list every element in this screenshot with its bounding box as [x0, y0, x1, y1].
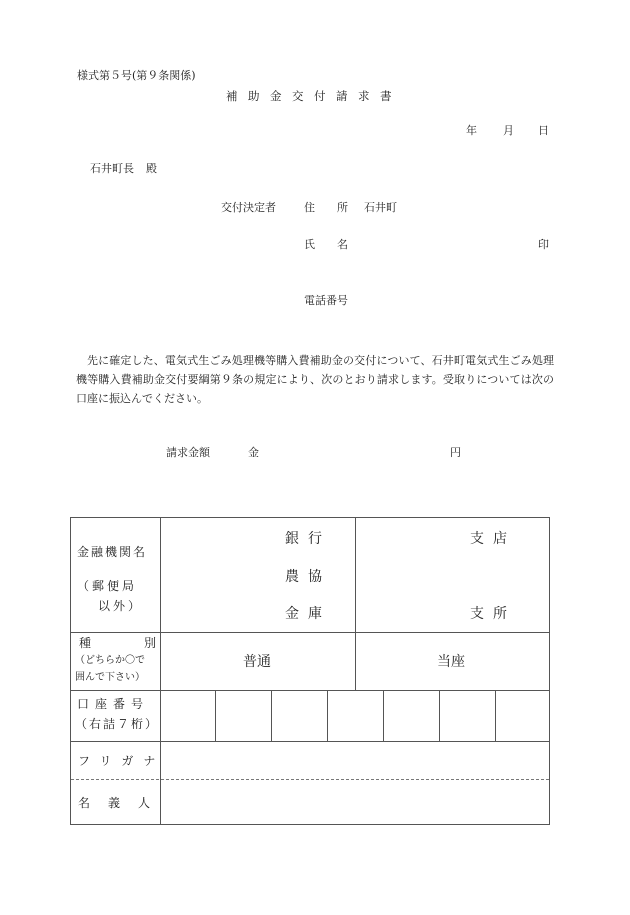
branch-type-branch: 支店 — [470, 531, 516, 547]
account-number-note: （右詰７桁） — [75, 717, 160, 731]
seal-mark: 印 — [538, 238, 549, 251]
account-type-label-2: 別 — [144, 636, 157, 650]
address-label: 住 所 — [304, 201, 348, 214]
table-divider — [71, 632, 549, 633]
account-number-label: 口座番号 — [77, 697, 150, 711]
account-holder-label: 名 義 人 — [78, 796, 154, 810]
digit-divider — [439, 690, 440, 741]
bank-branch-divider — [355, 518, 356, 690]
account-type-current: 当座 — [437, 654, 465, 670]
furigana-label: フリガナ — [78, 754, 166, 768]
institution-label: 金融機関名 — [77, 545, 148, 559]
date-year-label: 年 — [466, 124, 477, 137]
digit-divider — [271, 690, 272, 741]
claim-amount-label: 請求金額 — [166, 446, 210, 459]
institution-note-line1: （郵便局 — [77, 579, 138, 593]
furigana-dashed-divider — [71, 779, 549, 780]
applicant-role-label: 交付決定者 — [221, 201, 276, 214]
addressee-name: 石井町長 — [90, 162, 134, 175]
claim-amount-prefix: 金 — [248, 446, 259, 459]
table-divider — [71, 741, 549, 742]
phone-label: 電話番号 — [304, 294, 348, 307]
digit-divider — [495, 690, 496, 741]
form-number: 様式第５号(第９条関係) — [77, 69, 196, 82]
digit-divider — [215, 690, 216, 741]
table-divider — [71, 690, 549, 691]
address-value: 石井町 — [364, 201, 397, 214]
institution-note-line2: 以外） — [98, 599, 144, 613]
account-type-ordinary: 普通 — [243, 654, 271, 670]
request-body-text: 先に確定した、電気式生ごみ処理機等購入費補助金の交付について、石井町電気式生ごみ処理機等購入費補助金交付要綱第９条の規定により、次のとおり請求します。受取りについては次の口座に振込んでください。 — [76, 354, 554, 405]
bank-type-bank: 銀行 — [285, 531, 331, 547]
claim-amount-unit: 円 — [450, 446, 461, 459]
date-month-label: 月 — [503, 124, 514, 137]
account-type-label-1: 種 — [79, 636, 92, 650]
branch-type-sub-office: 支所 — [470, 606, 516, 622]
bank-type-credit-union: 金庫 — [285, 606, 331, 622]
label-column-divider — [160, 518, 161, 824]
date-day-label: 日 — [538, 124, 549, 137]
account-type-note-2: 囲んで下さい） — [75, 672, 145, 683]
account-type-note-1: （どちらか〇で — [75, 655, 145, 666]
bank-type-agricultural-coop: 農協 — [285, 569, 331, 585]
bank-account-table — [70, 517, 550, 825]
addressee-honorific: 殿 — [146, 162, 157, 175]
form-title: 補助金交付請求書 — [226, 89, 402, 103]
digit-divider — [383, 690, 384, 741]
digit-divider — [327, 690, 328, 741]
name-label: 氏 名 — [304, 238, 348, 251]
